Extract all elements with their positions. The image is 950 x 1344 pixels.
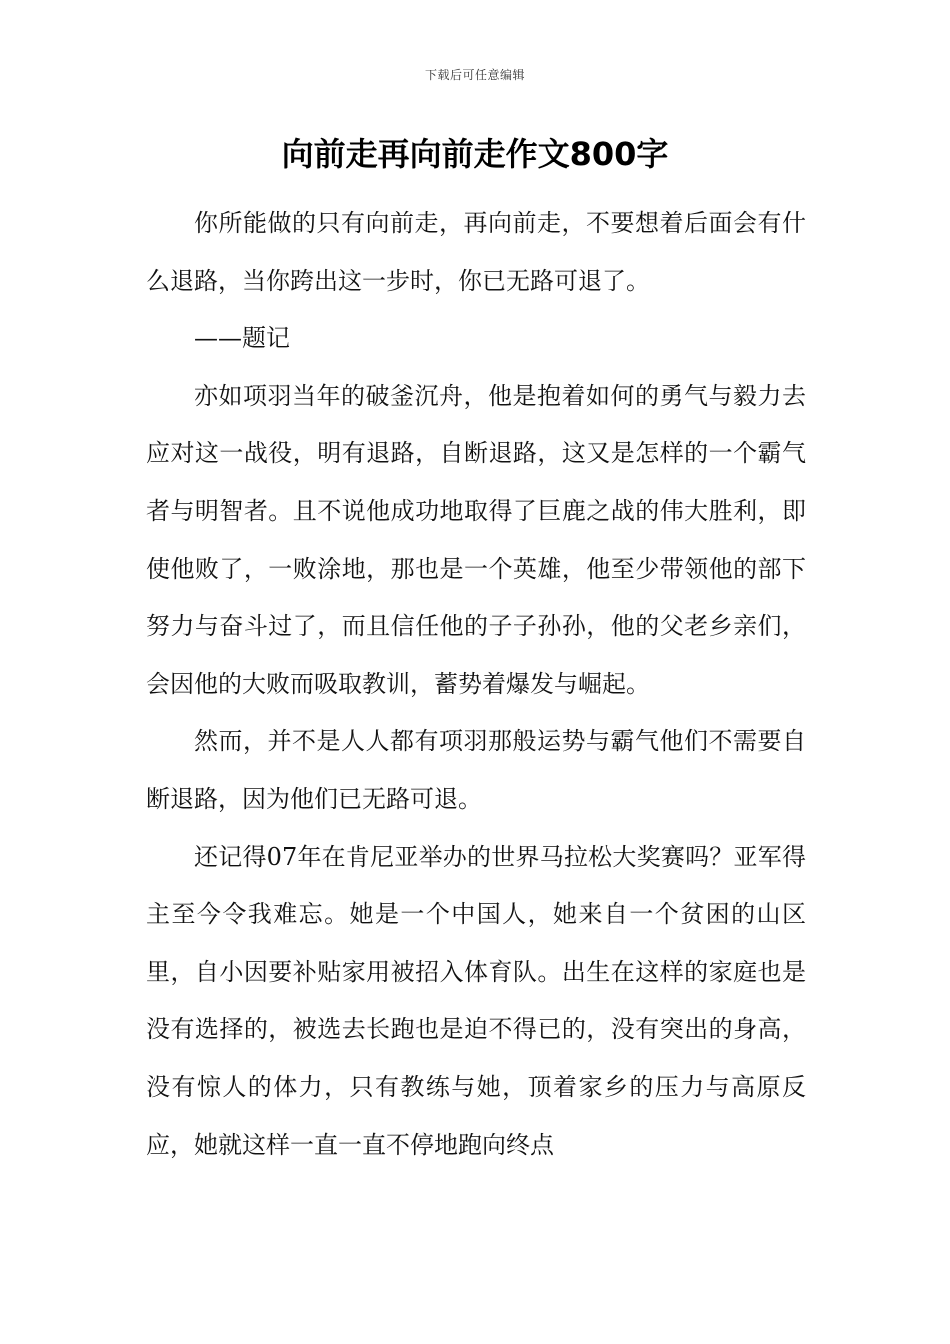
document-body — [146, 195, 806, 1174]
paragraph-xiangyu: 亦如项羽当年的破釜沉舟，他是抱着如何的勇气与毅力去应对这一战役，明有退路，自断退路，这又是怎样的一个霸气者与明智者。且不说他成功地取得了巨鹿之战的伟大胜利，即使他败了，一败涂地，那也是一个英雄，他至少带领他的部下努力与奋斗过了，而且信任他的子子孙孙，他的父老乡亲们，会因他的大败而吸取教训，蓄势着爆发与崛起。 — [146, 381, 806, 698]
paragraph-epigraph: 你所能做的只有向前走，再向前走，不要想着后面会有什么退路，当你跨出这一步时，你已无路可退了。 — [146, 209, 806, 295]
paragraph-epigraph-attribution: ——题记 — [194, 324, 290, 353]
header-note: 下载后可任意编辑 — [424, 68, 525, 82]
document-title: 向前走再向前走作文800字 — [281, 135, 669, 173]
paragraph-marathon: 还记得07年在肯尼亚举办的世界马拉松大奖赛吗？亚军得主至今令我难忘。她是一个中国人，她来自一个贫困的山区里，自小因要补贴家用被招入体育队。出生在这样的家庭也是没有选择的，被选去长跑也是迫不得已的，没有突出的身高，没有惊人的体力，只有教练与她，顶着家乡的压力与高原反应，她就这样一直一直不停地跑向终点 — [146, 842, 806, 1159]
paragraph-however: 然而，并不是人人都有项羽那般运势与霸气他们不需要自断退路，因为他们已无路可退。 — [146, 727, 806, 813]
